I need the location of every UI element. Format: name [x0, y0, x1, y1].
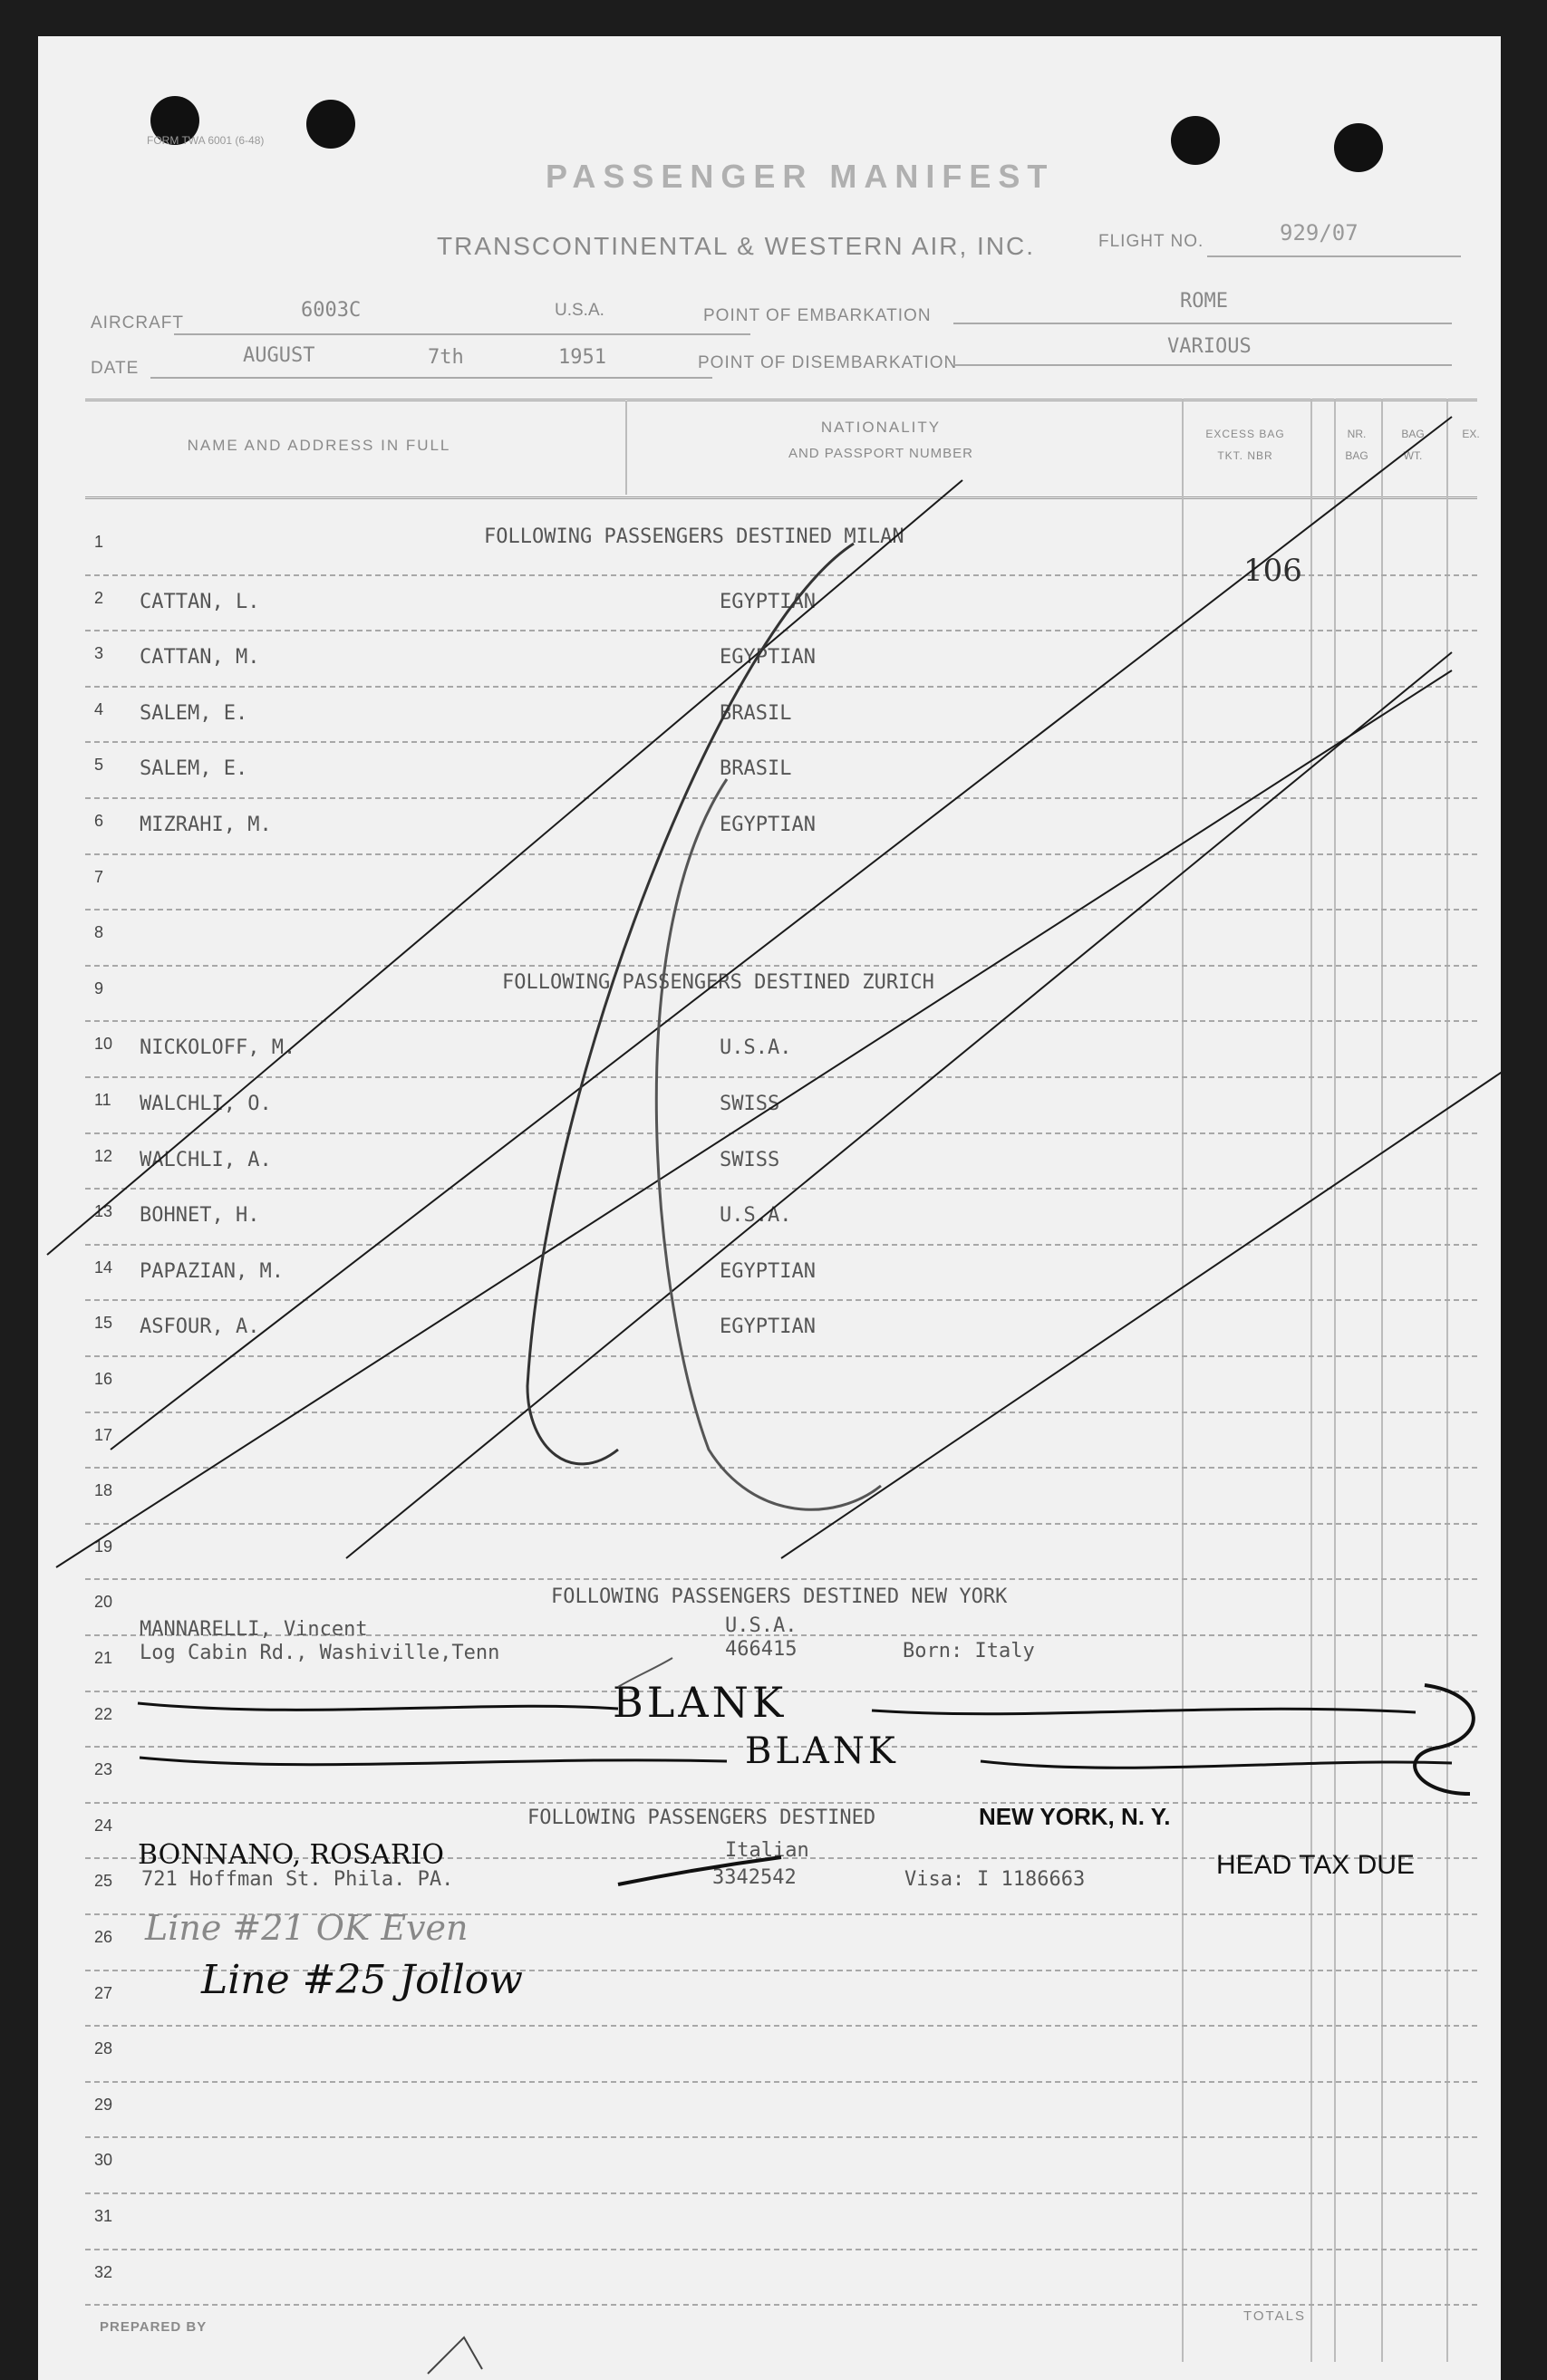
passenger-name: SALEM, E. — [140, 757, 248, 781]
passenger-nationality: BRASIL — [720, 757, 792, 781]
passenger-nationality: EGYPTIAN — [720, 1315, 816, 1339]
manifest-sheet — [38, 36, 1501, 2380]
strike-through-marks — [38, 36, 1501, 2380]
row-number: 21 — [94, 1649, 113, 1667]
row-number: 23 — [94, 1760, 113, 1779]
milan-heading: FOLLOWING PASSENGERS DESTINED MILAN — [484, 525, 904, 548]
row25-address: 721 Hoffman St. Phila. PA. — [141, 1868, 454, 1891]
passenger-nationality: SWISS — [720, 1093, 780, 1115]
row25-visa-number: I 1186663 — [977, 1868, 1086, 1891]
row-number: 10 — [94, 1035, 113, 1054]
date-label: DATE — [91, 359, 140, 378]
passenger-name: CATTAN, M. — [140, 646, 260, 670]
aircraft-label: AIRCRAFT — [91, 313, 184, 332]
manifest-title: PASSENGER MANIFEST — [546, 158, 1055, 195]
row-number: 5 — [94, 756, 104, 775]
passenger-nationality: BRASIL — [720, 701, 792, 725]
passenger-nationality: SWISS — [720, 1148, 780, 1171]
note-line-25: Line #25 Jollow — [201, 1957, 523, 2003]
row-number: 22 — [94, 1704, 113, 1723]
row-number: 29 — [94, 2095, 113, 2114]
disembarkation-label: POINT OF DISEMBARKATION — [698, 353, 958, 372]
passenger-name: BOHNET, H. — [140, 1204, 260, 1228]
row25-handwritten-name: BONNANO, ROSARIO — [138, 1839, 444, 1871]
totals-label: TOTALS — [1243, 2308, 1306, 2324]
ny-nationality: U.S.A. — [725, 1614, 798, 1637]
row-number: 31 — [94, 2207, 113, 2225]
row-number: 14 — [94, 1257, 113, 1277]
row-number: 19 — [94, 1537, 113, 1556]
row-number: 6 — [94, 812, 104, 830]
newyork2-heading: FOLLOWING PASSENGERS DESTINED — [527, 1807, 876, 1829]
embarkation-value: ROME — [1180, 290, 1228, 313]
aircraft-number: 6003C — [301, 299, 362, 322]
row-number: 27 — [94, 1983, 113, 2002]
passenger-name: ASFOUR, A. — [140, 1315, 260, 1339]
row-number: 28 — [94, 2039, 113, 2058]
ny-passport: 466415 — [725, 1638, 798, 1661]
new-york-stamp: NEW YORK, N. Y. — [979, 1803, 1171, 1830]
passenger-name: NICKOLOFF, M. — [140, 1036, 296, 1060]
prepared-by-label: PREPARED BY — [100, 2319, 208, 2335]
row-number: 24 — [94, 1816, 113, 1835]
nationality-column-header: NATIONALITY — [820, 419, 942, 436]
bag-weight-header-2: WT. — [1403, 449, 1423, 462]
passenger-name: CATTAN, L. — [140, 590, 260, 613]
newyork-heading: FOLLOWING PASSENGERS DESTINED NEW YORK — [551, 1585, 1008, 1608]
aircraft-registration: U.S.A. — [555, 301, 604, 320]
row25-nationality: Italian — [725, 1839, 809, 1862]
name-column-header: NAME AND ADDRESS IN FULL — [187, 437, 451, 454]
row-number: 11 — [94, 1091, 111, 1109]
passenger-nationality: U.S.A. — [720, 1204, 792, 1228]
flight-label: FLIGHT NO. — [1098, 232, 1204, 251]
row-number: 8 — [94, 923, 104, 942]
row-number: 13 — [94, 1202, 113, 1221]
bag-weight-header: BAG — [1401, 428, 1425, 440]
row-number: 30 — [94, 2151, 113, 2170]
row-number: 2 — [94, 588, 104, 607]
row-number: 4 — [94, 699, 104, 718]
passenger-name: WALCHLI, O. — [140, 1093, 272, 1115]
row-number: 7 — [94, 867, 104, 886]
ny-passenger-address: Log Cabin Rd., Washiville,Tenn — [140, 1642, 500, 1664]
row-number: 20 — [94, 1593, 113, 1612]
disembarkation-value: VARIOUS — [1167, 335, 1252, 358]
date-day: 7th — [428, 346, 464, 369]
row25-passport: 3342542 — [712, 1866, 797, 1889]
company-name: TRANSCONTINENTAL & WESTERN AIR, INC. — [437, 232, 1036, 260]
flight-number: 929/07 — [1280, 220, 1358, 246]
row-number: 26 — [94, 1928, 113, 1946]
date-year: 1951 — [558, 346, 606, 369]
passenger-nationality: U.S.A. — [720, 1036, 792, 1060]
row-number: 12 — [94, 1146, 113, 1165]
zurich-heading: FOLLOWING PASSENGERS DESTINED ZURICH — [502, 971, 934, 994]
row-number: 32 — [94, 2262, 113, 2281]
embarkation-label: POINT OF EMBARKATION — [703, 306, 932, 325]
bag-number-header: NR. — [1347, 428, 1367, 440]
row-number: 16 — [94, 1370, 113, 1388]
excess-bag-header: EXCESS BAG — [1205, 428, 1285, 440]
passenger-nationality: EGYPTIAN — [720, 814, 816, 836]
extra-column-header: EX. — [1462, 428, 1480, 440]
passenger-nationality: EGYPTIAN — [720, 646, 816, 670]
row-number: 3 — [94, 644, 104, 663]
row-number: 17 — [94, 1425, 113, 1444]
passenger-name: MIZRAHI, M. — [140, 814, 272, 836]
ny-passenger-name: MANNARELLI, Vincent — [140, 1618, 368, 1641]
blank-annotation-1: BLANK — [613, 1678, 788, 1727]
passenger-nationality: EGYPTIAN — [720, 590, 816, 613]
bag-ticket-number: 106 — [1243, 553, 1302, 589]
note-line-21: Line #21 OK Even — [145, 1908, 469, 1948]
passenger-name: PAPAZIAN, M. — [140, 1259, 284, 1283]
passenger-nationality: EGYPTIAN — [720, 1259, 816, 1283]
ticket-number-header: TKT. NBR — [1217, 449, 1273, 462]
row-number: 18 — [94, 1481, 113, 1500]
form-number: FORM TWA 6001 (6-48) — [147, 134, 265, 147]
row-number: 15 — [94, 1314, 113, 1333]
row-number: 9 — [94, 978, 104, 997]
row-number: 1 — [94, 533, 104, 551]
ny-born: Born: Italy — [903, 1640, 1035, 1662]
head-tax-due-stamp: HEAD TAX DUE — [1216, 1850, 1415, 1880]
blank-annotation-2: BLANK — [745, 1730, 899, 1772]
bag-number-header-2: BAG — [1345, 449, 1368, 462]
row-number: 25 — [94, 1872, 113, 1891]
date-month: AUGUST — [243, 344, 315, 367]
passport-column-header: AND PASSPORT NUMBER — [788, 446, 974, 461]
passenger-name: SALEM, E. — [140, 701, 248, 725]
passenger-name: WALCHLI, A. — [140, 1148, 272, 1171]
row25-visa-label: Visa: — [904, 1868, 965, 1891]
